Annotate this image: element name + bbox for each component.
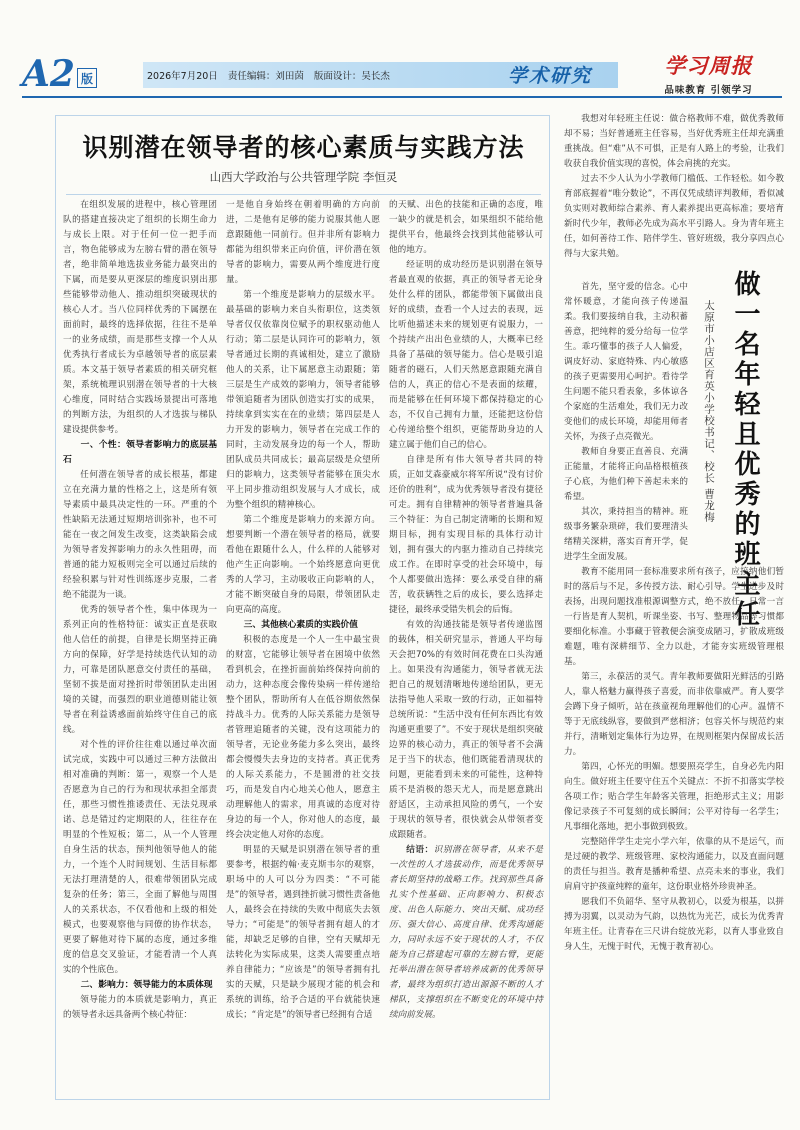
brand (636, 50, 781, 96)
main-article-title: 识别潜在领导者的核心素质与实践方法 (82, 133, 525, 162)
body-paragraph: 自律是所有伟大领导者共同的特质，正如艾森豪威尔将军所说“没有讨价还价的胜利”，成为优秀领导者没有捷径可走。拥有自律精神的领导者普遍具备三个特征：为自己制定清晰的长期和短期目标，拥有实现目标的具体行动计划，拥有强大的内驱力推动自己持续完成工作。在即时享受的社会环境中，每个人都要做出选择：要么承受自律的痛苦，收获辆牲之后的成长，要么选择走捷径，最终承受错失机会的后悔。 (389, 455, 543, 615)
body-paragraph: 第二个维度是影响力的来源方向。想要判断一个潜在领导者的格局，就要看他在跟随什么人，什么样的人能够对他产生正向影响。一个始终愿意向更优秀的人学习，主动吸收正向影响的人，才能不断突破自身的局限，带领团队走向更高的高度。 (226, 515, 380, 615)
editor-credit: 责任编辑：刘田茵 (227, 71, 304, 82)
conclusion-label: 结语： (406, 845, 434, 855)
section-heading: 二、影响力：领导能力的本质体现 (80, 980, 213, 990)
body-paragraph: 在组织发展的进程中，核心管理团队的搭建直接决定了组织的长期生命力与成长上限。对于任何一位一把手而言，物色能够成为左膀右臂的潜在领导者，绝非简单地选拔业务能力最突出的下属，而是要从更深层的维度识别出那些能够带动他人、推动组织突破现状的核心人才。当八位同样优秀的下属摆在面前时，最终的选择依据，往往不是单一的业务成绩，而是那些支撑一个人从优秀执行者成长为卓越领导者的底层素质。本文基于领导者素质的相关研究框架，系统梳理识别潜在领导者的十大核心维度，同时结合实践场景提出可落地的判断方法，为组织的人才选拔与梯队建设提供参考。 (63, 200, 217, 435)
main-article (55, 115, 550, 1100)
side-article-title: 做一名年轻且优秀的班主任 (730, 270, 760, 630)
designer-credit: 版面设计：吴长杰 (313, 71, 390, 82)
newspaper-slogan: 品味教育 引领学习 (664, 85, 753, 96)
header-divider (22, 96, 782, 98)
main-article-author: 山西大学政治与公共管理学院 李恒灵 (209, 170, 398, 184)
body-paragraph: 愿我们不负韶华、坚守从教初心，以爱为根基，以拼搏为羽翼，以灵动为气韵，以热忱为光芒，成长为优秀青年班主任。让青春在三尺讲台绽放光彩，以育人事业致自身人生，无愧于时代，无愧于教育初心。 (564, 897, 784, 952)
article-column-2 (226, 198, 380, 1023)
page-number: A2 (22, 53, 75, 95)
article-column-3 (389, 198, 543, 1023)
section-heading: 三、其他核心素质的实践价值 (243, 620, 358, 630)
body-paragraph: 教师自身要正直善良、充满正能量，才能将正向品格根植孩子心底，为他们种下善起未来的希望。 (564, 447, 688, 502)
side-article-left (564, 280, 688, 565)
body-paragraph: 第一个维度是影响力的层级水平。最基础的影响力来自头衔职位，这类领导者仅仅依靠岗位赋予的职权驱动他人行动；第二层是认同许可的影响力，领导者通过长期的真诚相处，建立了激励他人的关系，让下属愿意主动跟随；第三层是生产成效的影响力，领导者能够带领追随者为团队创造实打实的成果，持续拿到实实在在的业绩；第四层是人力开发的影响力，领导者在完成工作的同时，主动发展身边的每一个人，帮助团队成员共同成长；最高层级是众望所归的影响力，这类领导者能够在顶尖水平上同步推动组织发展与人才成长，成为整个组织的精神核心。 (226, 290, 380, 510)
body-paragraph: 其次，秉持担当的精神。班级事务繁杂琐碎，我们要理清头绪精关深耕，落实百育开学，促进学生全面发展。 (564, 507, 688, 562)
body-paragraph: 积极的态度是一个人一生中最宝贵的财富，它能够让领导者在困境中依然看到机会，在挫折面前始终保持向前的动力，这种态度会像传染病一样传递给整个团队，帮助所有人在低谷期依然保持战斗力。优秀的人际关系能力是领导者管理追随者的关键，没有这项能力的领导者，无论业务能力多么突出，最终都会慢慢失去身边的支持者。真正优秀的人际关系能力，不是圆滑的社交技巧，而是发自内心地关心他人，愿意主动理解他人的需求，用真诚的态度对待身边的每一个人，你对他人的态度，最终会决定他人对你的态度。 (226, 635, 380, 840)
body-paragraph: 优秀的领导者个性，集中体现为一系列正向的性格特征：诚实正直是获取他人信任的前提，自律是长期坚持正确方向的保障，好学是持续迭代认知的动力，可靠是团队愿意交付责任的基础，坚韧不拔是面对挫折时带领团队走出困境的关键，而强烈的职业道德则能让领导者在利益诱惑面前始终守住自己的底线。 (63, 605, 217, 735)
page-number-block (22, 52, 97, 95)
body-paragraph: 的天赋、出色的技能和正确的态度，唯一缺少的就是机会，如果组织不能给他提供平台，他最终会找到其他能够认可他的地方。 (389, 200, 543, 255)
body-paragraph: 教育不能用同一套标准要求所有孩子，应接纳他们暂时的落后与不足，多传授方法、耐心引导。学生进步及时表扬，出现问题找准根源调整方式，绝不放任。日常一言一行皆是育人契机，听课坐姿、书写、整理物品等习惯都要细化标准。小事藏于管教便会演变成陋习，扩散成班级难题，唯有深耕细节、全力以赴，才能夯实班级管理根基。 (564, 567, 784, 667)
body-paragraph: 一是他自身始终在朝着明确的方向前进，二是他有足够的能力说服其他人愿意跟随他一同前行。但并非所有影响力都能为组织带来正向价值，评价潜在领导者的影响力，需要从两个维度进行度量。 (226, 200, 380, 285)
body-paragraph: 第四，心怀光的明媚。想要照亮学生，自身必先内阳向生。做好班主任要守住五个关键点：不折不扣落实学校各项工作；贴合学生年龄客关管理，拒绝形式主义；用影像记录孩子不可复刻的成长瞬间；公平对待每一名学生；凡事细化落地，把小事做到极致。 (564, 762, 784, 832)
side-article-author: 太原市小店区育英小学校书记、校长 曹龙梅 (703, 300, 715, 523)
body-paragraph: 有效的沟通技能是领导者传递监图的载体，相关研究显示，普通人平均每天会把70%的有效时间花费在口头沟通上。如果没有沟通能力，领导者就无法把自己的规划清晰地传递给团队，更无法指导他人采取一致的行动，正如福特总统所说：“生活中没有任何东西比有效沟通更重要了”。不安于现状是组织突破边界的核心动力，真正的领导者不会满足于当下的状态，他们既能看清现状的问题，更能看到未来的可能性，这种特质不是消极的怨天尤人，而是愿意跳出舒适区，主动承担风险的勇气，一个安于现状的领导者，很快就会从带领者变成跟随者。 (389, 620, 543, 840)
issue-date: 2026年7月20日 (147, 71, 218, 82)
conclusion-paragraph (389, 843, 543, 1023)
body-paragraph: 经证明的成功经历是识别潜在领导者最直观的依据，真正的领导者无论身处什么样的团队，都能带领下属做出良好的成绩，查看一个人过去的表现，远比听他描述未来的规划更有说服力，一个持续产出出色业绩的人，大概率已经具备了基础的领导能力。信心是吸引追随者的磁石，人们天然愿意跟随充满自信的人，真正的信心不是表面的炫耀，而是能够在任何环境下都保持稳定的心态，不仅自己拥有力量，还能把这份信心传递给整个组织，更能帮助身边的人建立属于他们自己的信心。 (389, 260, 543, 450)
body-paragraph: 任何潜在领导者的成长根基，都建立在充满力量的性格之上，这是所有领导素质中最具决定性的一环。严重的个性缺陷无法通过短期培训弥补，也不可能在一夜之间发生改变，这类缺陷会成为领导者发挥影响力的永久性阻碍，而普通的能力短板则完全可以通过后续的经验积累与针对性训练逐步克服，二者绝不能混为一谈。 (63, 470, 217, 600)
body-paragraph: 首先，坚守爱的信念。心中常怀暖意，才能向孩子传递温柔。我们要接纳自我，主动积蓄善意，把纯粹的爱分给每一位学生。乖巧懂事的孩子人人偏爱，调皮好动、家庭特殊、内心敏感的孩子更需要用心呵护。看待学生问题不能只看表象，多体谅各个家庭的生活难处，我们无力改变他们的成长环境，却能用师者关怀，为孩子点亮微光。 (564, 282, 688, 442)
article-column-1 (63, 198, 217, 1023)
body-paragraph: 领导能力的本质就是影响力，真正的领导者永远具备两个核心特征： (63, 995, 217, 1020)
body-paragraph: 明显的天赋是识别潜在领导者的重要参考，根据约翰·麦克斯韦尔的观察，职场中的人可以分为四类：“不可能是”的领导者，遇到挫折就习惯性责备他人，最终会在持续的失败中彻底失去领导力；“可能是”的领导者拥有超人的才能，却缺乏足够的自律，空有天赋却无法转化为实际成果，这类人需要重点培养自律能力；“应该是”的领导者拥有扎实的天赋，只是缺少展现才能的机会和系统的训练，给予合适的平台就能快速成长；“肯定是”的领导者已经拥有合适 (226, 845, 380, 1020)
page-suffix: 版 (77, 68, 97, 88)
side-article-top (564, 112, 784, 262)
body-paragraph: 我想对年轻班主任说：做合格教师不难，做优秀教师却不易；当好普通班主任容易，当好优秀班主任却充满重重挑战。但“难”从不可惧，正是有人路上的考验，让我们收获自我价值实现的喜悦，体会肩挑的充实。 (564, 114, 784, 169)
conclusion-text: 识别潜在领导者，从来不是一次性的人才选拔动作，而是优秀领导者长期坚持的战略工作。找到那些具备扎实个性基础、正向影响力、积极态度、出色人际能力、突出天赋、成功经历、强大信心、高度自律、优秀沟通能力，同时永远不安于现状的人才，不仅能为自己搭建起可靠的左膀右臂，更能托举出潜在领导者培养成新的优秀领导者，最终为组织打造出源源不断的人才梯队，支撑组织在不断变化的环境中持续向前发展。 (389, 845, 543, 1020)
side-article-bottom (564, 565, 784, 955)
body-paragraph: 过去不少人认为小学教师门槛低、工作轻松。如今教育部底握着“唯分数论”，不再仅凭成绩评判教师，看似减负实则对教师综合素养、育人素养提出更高标准；要培育新时代少年，教师必先成为高水平引路人。身为青年班主任，如何善待工作、陪伴学生、管好班级，我分享四点心得与大家共勉。 (564, 174, 784, 259)
body-paragraph: 对个性的评价往往难以通过单次面试完成，实践中可以通过三种方法做出相对准确的判断：第一，观察一个人是否愿意为自己的行为和现状承担全部责任，那些习惯性推诿责任、无法兑现承诺、总是错过约定期限的人，往往存在明显的个性短板；第二，从一个人管理自身生活的状态，预判他领导他人的能力，一个连个人时间规划、生活目标都无法打理清楚的人，很难带领团队完成复杂的任务；第三，全面了解他与周围人的关系状态，不仅看他和上级的相处模式，也要观察他与同僚的协作状态，更要了解他对待下属的态度，通过多维度的信息交叉验证，才能看清一个人真实的个性底色。 (63, 740, 217, 975)
body-paragraph: 完整陪伴学生走完小学六年，依靠的从不是运气，而是过硬的教学、班级管理、家校沟通能力，以及直面问题的责任与担当。教育是播种希望、点亮未来的事业，我们肩肩守护孩童纯粹的童年，这份职业格外珍贵神圣。 (564, 837, 784, 892)
title-divider (66, 194, 541, 195)
section-title: 学术研究 (507, 64, 592, 87)
section-heading: 一、个性：领导者影响力的底层基石 (63, 440, 217, 465)
newspaper-logo: 学习周报 (664, 53, 753, 78)
body-paragraph: 第三，永葆活的灵气。青年教师要做阳光鲜活的引路人，靠人格魅力赢得孩子喜爱，而非依靠威严。育人要学会蹲下身子倾听，站在孩童视角理解他们的心声。温情不等于无底线纵容，要做到严慈相济；包容关怀与规范约束并行，清晰划定集体行为边界，在规则框架内保留成长活力。 (564, 672, 784, 757)
